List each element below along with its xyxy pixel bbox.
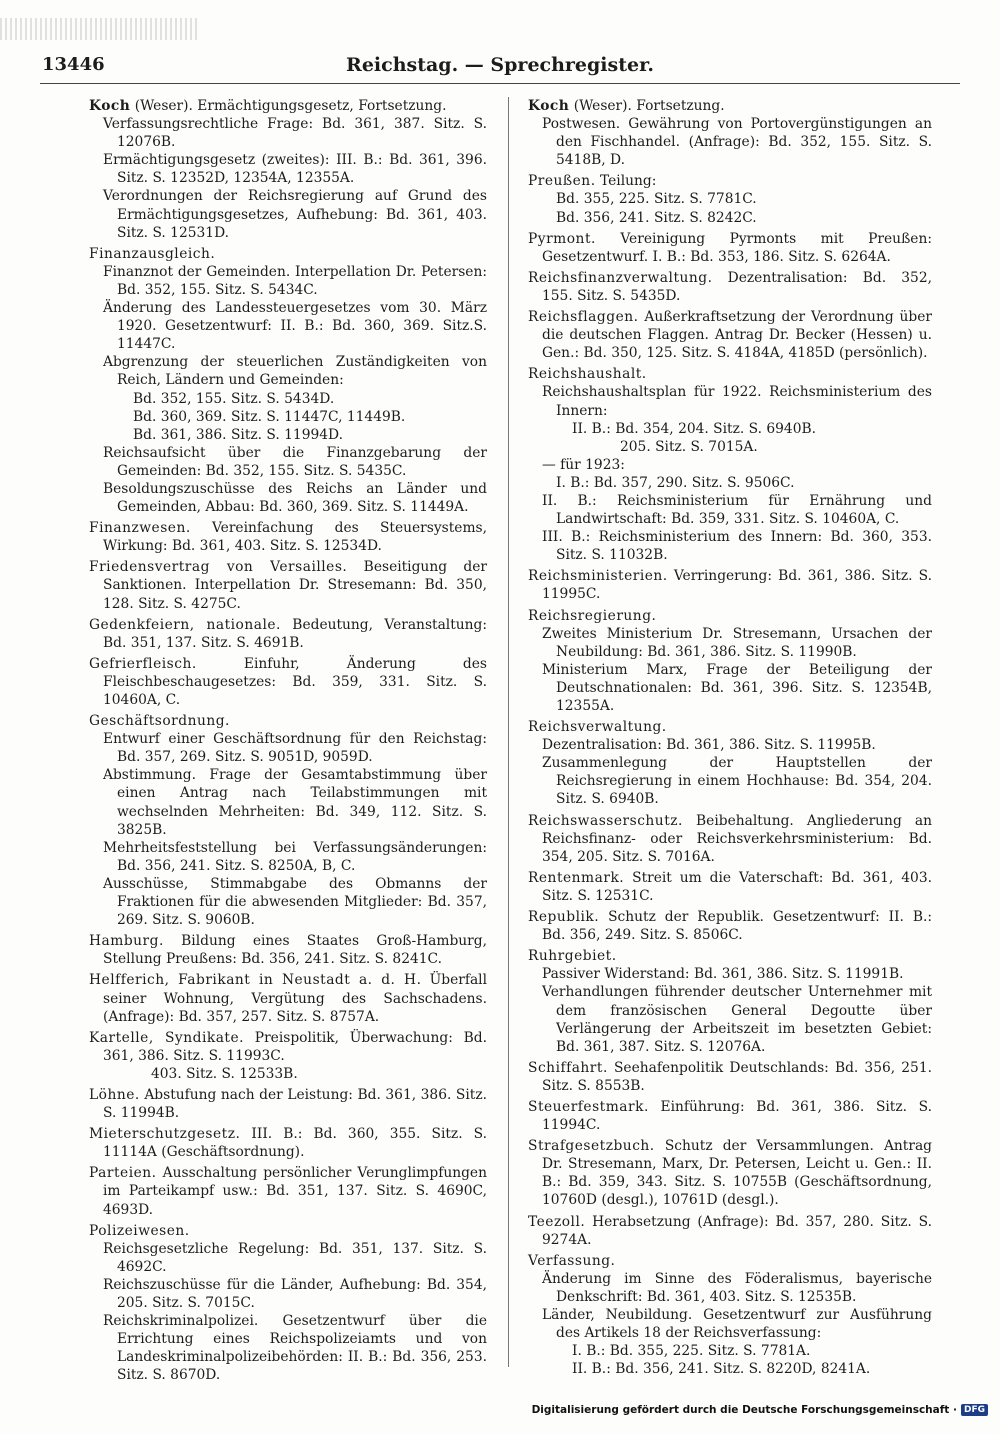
entry-heading (89, 1164, 487, 1218)
entry-heading (528, 1213, 932, 1249)
entry-subline: Dezentralisation: Bd. 361, 386. Sitz. S. 11995B. (542, 737, 876, 754)
entry-keyword: Reichsfinanzverwaltung. (528, 269, 713, 286)
entry-subline: Entwurf einer Geschäftsordnung für den Reichstag: Bd. 357, 269. Sitz. S. 9051D, 9059D. (103, 731, 487, 766)
entry-subline: Verhandlungen führender deutscher Unternehmer mit dem französischen General Degoutte über Verlängerung der Arbeitszeit im besetzten Gebiet: Bd. 361, 387. Sitz. S. 12076A. (542, 984, 932, 1055)
entry-keyword: Gedenkfeiern, nationale. (89, 616, 281, 633)
entry-heading (89, 655, 487, 709)
index-entry (528, 908, 932, 944)
index-entry (528, 718, 932, 808)
entry-keyword: Parteien. (89, 1165, 157, 1182)
entry-keyword: Koch (528, 98, 570, 114)
entry-text: Bildung eines Staates Groß-Hamburg, Stellung Preußens: Bd. 356, 241. Sitz. S. 8241C. (103, 933, 487, 968)
entry-heading (89, 971, 487, 1025)
entry-heading (89, 245, 487, 263)
entry-subline: I. B.: Bd. 355, 225. Sitz. S. 7781A. (572, 1343, 811, 1360)
entry-subline: II. B.: Reichsministerium für Ernährung und Landwirtschaft: Bd. 359, 331. Sitz. S. 10460A, C. (542, 492, 932, 528)
index-entry (528, 812, 932, 866)
entry-text: Vereinigung Pyrmonts mit Preußen: Gesetzentwurf. I. B.: Bd. 353, 186. Sitz. S. 6264A. (542, 230, 932, 265)
index-entry (528, 1213, 932, 1249)
funding-note: Digitalisierung gefördert durch die Deutsche Forschungsgemeinschaft · (531, 1404, 957, 1416)
index-entry (528, 269, 932, 305)
entry-heading (528, 1098, 932, 1134)
entry-subline: Bd. 356, 241. Sitz. S. 8242C. (556, 209, 757, 226)
entry-keyword: Verfassung. (528, 1252, 616, 1269)
entry-subline: I. B.: Bd. 357, 290. Sitz. S. 9506C. (556, 474, 795, 491)
index-entry (528, 1137, 932, 1209)
index-entry (89, 1164, 487, 1218)
entry-text: Preispolitik, Überwachung: Bd. 361, 386. Sitz. S. 11993C. (103, 1029, 487, 1064)
entry-heading (528, 172, 932, 190)
entry-text: Seehafenpolitik Deutschlands: Bd. 356, 251. Sitz. S. 8553B. (542, 1059, 932, 1094)
entry-heading (528, 908, 932, 944)
entry-keyword: Finanzausgleich. (89, 245, 216, 262)
index-entry (528, 947, 932, 1056)
entry-subline: 403. Sitz. S. 12533B. (151, 1065, 298, 1082)
entry-subline: II. B.: Bd. 354, 204. Sitz. S. 6940B. (572, 420, 816, 437)
entry-heading (528, 308, 932, 362)
entry-keyword: Rentenmark. (528, 869, 625, 886)
entry-heading (528, 869, 932, 905)
entry-text: III. B.: Bd. 360, 355. Sitz. S. 11114A (Geschäftsordnung). (103, 1126, 487, 1161)
entry-text: Schutz der Versammlungen. Antrag Dr. Stresemann, Marx, Dr. Petersen, Leicht u. Gen.: II. B.: Bd. 359, 343. Sitz. S. 10755B (Geschäftsordnung, 10760D (desgl.), 10761D (desgl.). (542, 1138, 932, 1209)
entry-heading (89, 1125, 487, 1161)
entry-subline: Ausschüsse, Stimmabgabe des Obmanns der Fraktionen für die abwesenden Mitglieder: Bd. 357, 269. Sitz. S. 9060B. (103, 875, 487, 929)
entry-text: Teilung: (595, 173, 657, 190)
entry-text: Dezentralisation: Bd. 352, 155. Sitz. S. 5435D. (542, 269, 932, 304)
entry-keyword: Koch (89, 98, 131, 114)
index-entry (89, 1029, 487, 1083)
entry-subline: Mehrheitsfeststellung bei Verfassungsänderungen: Bd. 356, 241. Sitz. S. 8250A, B, C. (103, 839, 487, 874)
entry-subline: Verfassungsrechtliche Frage: Bd. 361, 387. Sitz. S. 12076B. (103, 116, 487, 151)
entry-subline: Abgrenzung der steuerlichen Zuständigkeiten von Reich, Ländern und Gemeinden: (103, 354, 487, 389)
entry-subline: Zusammenlegung der Hauptstellen der Reichsregierung in einem Hochhause: Bd. 354, 204. Sitz. S. 6940B. (542, 755, 932, 808)
entry-subline: Zweites Ministerium Dr. Stresemann, Ursachen der Neubildung: Bd. 361, 386. Sitz. S. 11990B. (542, 625, 932, 660)
entry-subline: Reichsaufsicht über die Finanzgebarung der Gemeinden: Bd. 352, 155. Sitz. S. 5435C. (103, 444, 487, 479)
dfg-logo: DFG (961, 1404, 988, 1416)
entry-text: Ausschaltung persönlicher Verunglimpfungen im Parteikampf usw.: Bd. 351, 137. Sitz. S. 4690C, 4693D. (103, 1165, 487, 1218)
entry-subline: Bd. 361, 386. Sitz. S. 11994D. (133, 426, 343, 443)
header-rule (40, 83, 960, 84)
entry-text: Schutz der Republik. Gesetzentwurf: II. B.: Bd. 356, 249. Sitz. S. 8506C. (542, 909, 932, 944)
entry-keyword: Helfferich, Fabrikant in Neustadt a. d. H. (89, 972, 422, 989)
entry-keyword: Steuerfestmark. (528, 1098, 649, 1115)
entry-keyword: Strafgesetzbuch. (528, 1138, 655, 1155)
entry-keyword: Ruhrgebiet. (528, 948, 617, 965)
entry-heading (528, 1252, 932, 1270)
entry-heading (528, 1059, 932, 1095)
entry-keyword: Reichsministerien. (528, 568, 668, 585)
entry-keyword: Geschäftsordnung. (89, 713, 230, 730)
entry-keyword: Reichswasserschutz. (528, 812, 683, 829)
entry-heading (528, 230, 932, 266)
footer (532, 1404, 988, 1416)
entry-text: Einführung: Bd. 361, 386. Sitz. S. 11994C. (542, 1098, 932, 1134)
index-entry (528, 365, 932, 564)
index-entry (528, 172, 932, 226)
entry-subline: Ermächtigungsgesetz (zweites): III. B.: Bd. 361, 396. Sitz. S. 12352D, 12354A, 12355A. (103, 152, 487, 187)
entry-text: Beseitigung der Sanktionen. Interpellation Dr. Stresemann: Bd. 350, 128. Sitz. S. 4275C. (103, 559, 487, 612)
right-column (528, 97, 932, 1381)
entry-heading (528, 947, 932, 965)
entry-heading (528, 269, 932, 305)
entry-text: Abstufung nach der Leistung: Bd. 361, 386. Sitz. S. 11994B. (103, 1086, 487, 1122)
entry-keyword: Gefrierfleisch. (89, 655, 197, 672)
entry-text: (Weser). Ermächtigungsgesetz, Fortsetzung. (130, 98, 447, 114)
index-entry (89, 932, 487, 968)
entry-subline: — für 1923: (542, 456, 625, 473)
index-entry (528, 607, 932, 716)
entry-heading (89, 712, 487, 730)
index-entry (89, 1086, 487, 1122)
index-entry (528, 97, 932, 169)
index-entry (528, 567, 932, 603)
page-number: 13446 (42, 54, 105, 75)
index-entry (89, 558, 487, 612)
running-title: Reichstag. — Sprechregister. (346, 54, 654, 76)
entry-heading (89, 1222, 487, 1240)
entry-heading (528, 97, 932, 115)
entry-keyword: Finanzwesen. (89, 520, 191, 537)
entry-heading (528, 607, 932, 625)
entry-text: (Weser). Fortsetzung. (569, 98, 725, 114)
entry-subline: Abstimmung. Frage der Gesamtabstimmung über einen Antrag nach Teilabstimmungen mit wechselnden Mehrheiten: Bd. 349, 112. Sitz. S. 3825B. (103, 767, 487, 838)
index-entry (89, 655, 487, 709)
entry-keyword: Hamburg. (89, 933, 164, 950)
entry-subline: II. B.: Bd. 356, 241. Sitz. S. 8220D, 8241A. (572, 1361, 871, 1378)
left-column (89, 97, 487, 1387)
entry-heading (89, 97, 487, 115)
entry-keyword: Preußen. (528, 173, 596, 190)
index-entry (528, 1098, 932, 1134)
entry-subline: Reichskriminalpolizei. Gesetzentwurf über die Errichtung eines Reichspolizeiamts und von Landeskriminalpolizeibehörden: II. B.: Bd. 356, 253. Sitz. S. 8670D. (103, 1313, 487, 1384)
entry-subline: Verordnungen der Reichsregierung auf Grund des Ermächtigungsgesetzes, Aufhebung: Bd. 361, 403. Sitz. S. 12531D. (103, 188, 487, 241)
entry-subline: Änderung des Landessteuergesetzes vom 30. März 1920. Gesetzentwurf: II. B.: Bd. 360, 369. Sitz.S. 11447C. (103, 300, 487, 353)
entry-keyword: Kartelle, Syndikate. (89, 1029, 245, 1046)
entry-subline: Postwesen. Gewährung von Portovergünstigungen an den Fischhandel. (Anfrage): Bd. 352, 155. Sitz. S. 5418B, D. (542, 116, 932, 169)
index-entry (528, 1252, 932, 1379)
entry-keyword: Mieterschutzgesetz. (89, 1126, 241, 1143)
entry-keyword: Teezoll. (528, 1213, 586, 1230)
entry-subline: Ministerium Marx, Frage der Beteiligung der Deutschnationalen: Bd. 361, 396. Sitz. S. 12354B, 12355A. (542, 661, 932, 714)
entry-subline: Länder, Neubildung. Gesetzentwurf zur Ausführung des Artikels 18 der Reichsverfassung: (542, 1307, 932, 1342)
scan-noise (0, 18, 200, 40)
entry-subline: Reichshaushaltsplan für 1922. Reichsministerium des Innern: (542, 384, 932, 419)
entry-keyword: Reichsflaggen. (528, 309, 639, 326)
entry-keyword: Schiffahrt. (528, 1059, 608, 1076)
index-entry (528, 1059, 932, 1095)
entry-subline: Bd. 360, 369. Sitz. S. 11447C, 11449B. (133, 408, 406, 425)
entry-heading (528, 365, 932, 383)
page-header (40, 50, 960, 84)
entry-keyword: Polizeiwesen. (89, 1222, 190, 1239)
entry-subline: Änderung im Sinne des Föderalismus, bayerische Denkschrift: Bd. 361, 403. Sitz. S. 12535B. (542, 1270, 932, 1305)
index-entry (528, 230, 932, 266)
entry-heading (89, 1029, 487, 1065)
index-entry (89, 519, 487, 555)
entry-keyword: Löhne. (89, 1086, 140, 1103)
entry-text: Verringerung: Bd. 361, 386. Sitz. S. 11995C. (542, 568, 932, 603)
entry-subline: Besoldungszuschüsse des Reichs an Länder und Gemeinden, Abbau: Bd. 360, 369. Sitz. S. 11449A. (103, 480, 487, 516)
index-entry (89, 1222, 487, 1385)
entry-subline: Reichszuschüsse für die Länder, Aufhebung: Bd. 354, 205. Sitz. S. 7015C. (103, 1276, 487, 1311)
entry-text: Außerkraftsetzung der Verordnung über die deutschen Flaggen. Antrag Dr. Becker (Hessen) u. Gen.: Bd. 350, 125. Sitz. S. 4184A, 4185D (persönlich). (542, 309, 932, 362)
entry-subline: Bd. 352, 155. Sitz. S. 5434D. (133, 390, 335, 407)
index-entry (89, 971, 487, 1025)
entry-keyword: Pyrmont. (528, 230, 596, 247)
entry-subline: Reichsgesetzliche Regelung: Bd. 351, 137. Sitz. S. 4692C. (103, 1240, 487, 1275)
entry-text: Streit um die Vaterschaft: Bd. 361, 403. Sitz. S. 12531C. (542, 869, 932, 904)
entry-heading (528, 567, 932, 603)
entry-heading (89, 558, 487, 612)
entry-heading (89, 1086, 487, 1122)
entry-text: Überfall seiner Wohnung, Vergütung des Sachschadens. (Anfrage): Bd. 357, 257. Sitz. S. 8757A. (103, 972, 488, 1025)
entry-text: Herabsetzung (Anfrage): Bd. 357, 280. Sitz. S. 9274A. (542, 1213, 932, 1248)
entry-keyword: Reichsregierung. (528, 607, 657, 624)
entry-heading (528, 718, 932, 736)
entry-keyword: Reichsverwaltung. (528, 719, 667, 736)
entry-keyword: Friedensvertrag von Versailles. (89, 559, 348, 576)
entry-text: Beibehaltung. Angliederung an Reichsfinanz- oder Reichsverkehrsministerium: Bd. 354, 205. Sitz. S. 7016A. (542, 812, 932, 865)
entry-subline: Finanznot der Gemeinden. Interpellation Dr. Petersen: Bd. 352, 155. Sitz. S. 5434C. (103, 263, 487, 298)
entry-subline: Passiver Widerstand: Bd. 361, 386. Sitz. S. 11991B. (542, 966, 904, 983)
entry-heading (89, 616, 487, 652)
entry-subline: III. B.: Reichsministerium des Innern: Bd. 360, 353. Sitz. S. 11032B. (542, 529, 932, 564)
index-entry (89, 616, 487, 652)
entry-subline: 205. Sitz. S. 7015A. (620, 438, 758, 455)
entry-keyword: Republik. (528, 909, 600, 926)
entry-text: Vereinfachung des Steuersystems, Wirkung: Bd. 361, 403. Sitz. S. 12534D. (103, 520, 487, 555)
entry-subline: Bd. 355, 225. Sitz. S. 7781C. (556, 191, 757, 208)
index-entry (528, 308, 932, 362)
entry-keyword: Reichshaushalt. (528, 366, 647, 383)
entry-heading (528, 812, 932, 866)
entry-heading (89, 932, 487, 968)
entry-heading (89, 519, 487, 555)
index-entry (89, 712, 487, 929)
column-divider (508, 97, 509, 1367)
index-entry (89, 97, 487, 242)
entry-text: Bedeutung, Veranstaltung: Bd. 351, 137. Sitz. S. 4691B. (103, 616, 487, 651)
entry-heading (528, 1137, 932, 1209)
index-entry (89, 1125, 487, 1161)
index-entry (528, 869, 932, 905)
entry-text: Einfuhr, Änderung des Fleischbeschaugesetzes: Bd. 359, 331. Sitz. S. 10460A, C. (103, 655, 487, 708)
index-entry (89, 245, 487, 516)
